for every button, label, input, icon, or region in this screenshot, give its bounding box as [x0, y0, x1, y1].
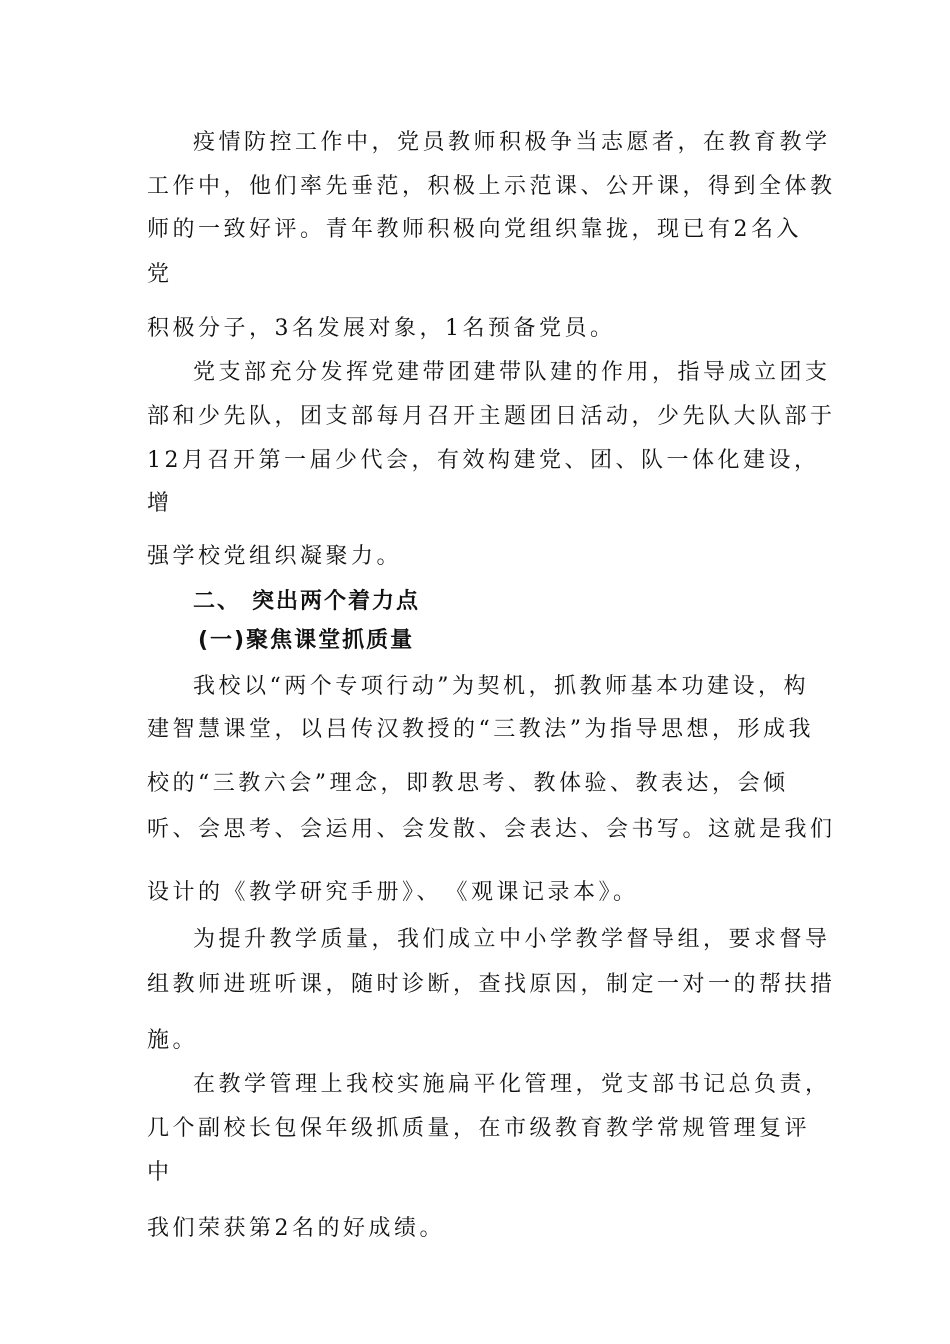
paragraph-3-line-4: 听、会思考、会运用、会发散、会表达、会书写。这就是我们 — [147, 817, 836, 842]
paragraph-2-line-1: 党支部充分发挥党建带团建带队建的作用，指导成立团支 — [193, 360, 831, 385]
paragraph-5-line-3: 中 — [147, 1160, 173, 1185]
paragraph-5-line-1: 在教学管理上我校实施扁平化管理，党支部书记总负责， — [193, 1072, 831, 1097]
paragraph-1-line-5: 积极分子，3名发展对象，1名预备党员。 — [147, 316, 616, 341]
paragraph-5-line-4: 我们荣获第2名的好成绩。 — [147, 1216, 445, 1241]
paragraph-2-line-3: 12月召开第一届少代会，有效构建党、团、队一体化建设， — [147, 448, 820, 473]
paragraph-2-line-5: 强学校党组织凝聚力。 — [147, 544, 403, 569]
paragraph-5-line-2: 几个副校长包保年级抓质量，在市级教育教学常规管理复评 — [147, 1116, 811, 1141]
paragraph-3-line-2: 建智慧课堂，以吕传汉教授的“三教法”为指导思想，形成我 — [147, 717, 814, 742]
section-number: 二、 — [193, 589, 242, 614]
paragraph-2-line-4: 增 — [147, 491, 173, 516]
paragraph-1-line-3: 师的一致好评。青年教师积极向党组织靠拢，现已有2名入 — [147, 217, 802, 242]
section-title: 突出两个着力点 — [252, 589, 421, 614]
paragraph-1-line-2: 工作中，他们率先垂范，积极上示范课、公开课，得到全体教 — [147, 174, 836, 199]
paragraph-4-line-1: 为提升教学质量，我们成立中小学教学督导组，要求督导 — [193, 927, 831, 952]
paragraph-1-line-1: 疫情防控工作中，党员教师积极争当志愿者，在教育教学 — [193, 130, 831, 155]
paragraph-4-line-2: 组教师进班听课，随时诊断，查找原因，制定一对一的帮扶措 — [147, 972, 836, 997]
paragraph-3-line-5: 设计的《教学研究手册》、 《观课记录本》。 — [147, 880, 639, 905]
paragraph-3-line-3: 校的“三教六会”理念，即教思考、教体验、教表达，会倾 — [147, 771, 789, 796]
paragraph-4-line-3: 施。 — [147, 1028, 199, 1053]
paragraph-2-line-2: 部和少先队，团支部每月召开主题团日活动，少先队大队部于 — [147, 404, 836, 429]
subsection-heading: (一)聚焦课堂抓质量 — [198, 628, 415, 653]
paragraph-1-line-4: 党 — [147, 262, 173, 287]
paragraph-3-line-1: 我校以“两个专项行动”为契机，抓教师基本功建设，构 — [193, 674, 809, 699]
